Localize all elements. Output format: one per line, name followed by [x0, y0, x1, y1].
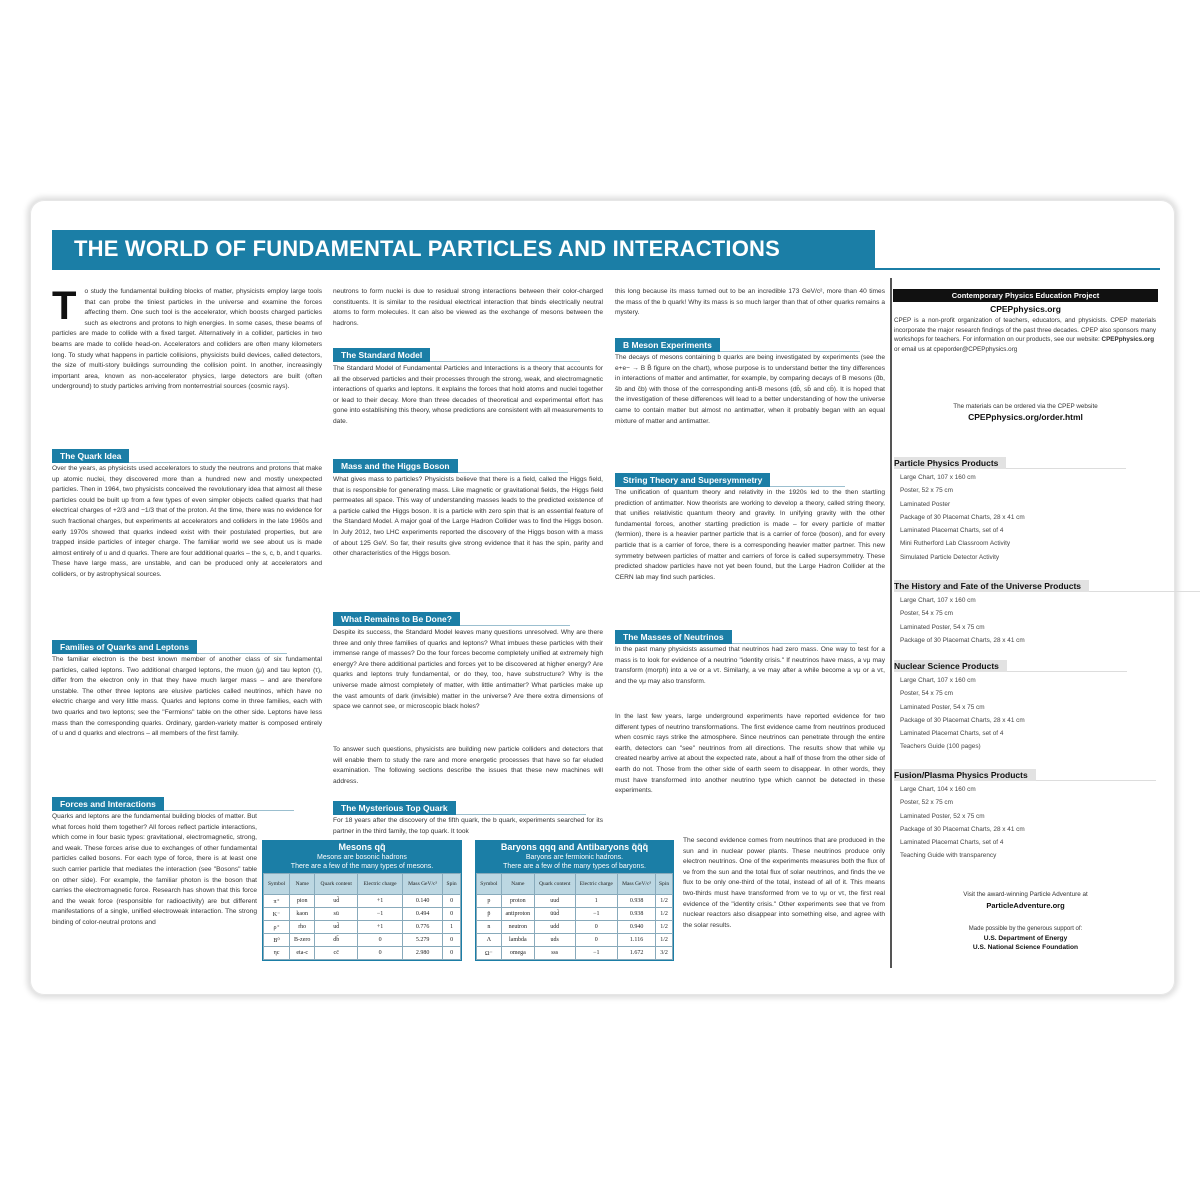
table-cell: −1: [575, 947, 618, 960]
table-cell: 0: [443, 947, 461, 960]
table-cell: udd: [534, 921, 575, 934]
product-item: Package of 30 Placemat Charts, 28 x 41 cm: [900, 825, 1025, 833]
product-list: [900, 783, 1025, 863]
product-item: Laminated Placemat Charts, set of 4: [900, 527, 1004, 535]
table-cell: 1: [443, 921, 461, 934]
table-cell: db̄: [315, 934, 358, 947]
product-item: Laminated Poster: [900, 500, 951, 508]
column-header: Name: [290, 874, 315, 895]
column-header: Symbol: [477, 874, 502, 895]
cpep-email[interactable]: or email us at cpeporder@CPEPphysics.org: [894, 345, 1018, 353]
table-cell: 0.940: [618, 921, 656, 934]
what-remains-text-2: To answer such questions, physicists are building new particle colliders and detectors that will enable them to study the rare and more energetic processes that have so far eluded examination. The following sections describe the issues that these new machines will address.: [333, 746, 603, 785]
heading-quark-idea: The Quark Idea: [52, 449, 129, 463]
table-cell: ρ⁺: [264, 921, 290, 934]
heading-standard-model: The Standard Model: [333, 348, 430, 362]
table-cell: 0: [443, 934, 461, 947]
table-cell: omega: [501, 947, 534, 960]
column-header: Quark content: [315, 874, 358, 895]
table-cell: antiproton: [501, 908, 534, 921]
table-cell: 0.938: [618, 908, 656, 921]
table-row: [477, 947, 673, 960]
heading-b-meson: B Meson Experiments: [615, 338, 720, 352]
table-cell: 0: [575, 934, 618, 947]
product-item: Poster, 52 x 75 cm: [900, 799, 953, 807]
table-cell: ūūd̄: [534, 908, 575, 921]
cpep-description: [894, 316, 1156, 354]
meson-table-subtitle: Mesons are bosonic hadrons: [317, 854, 407, 861]
product-item: Teachers Guide (100 pages): [900, 743, 981, 751]
table-cell: 1.116: [618, 934, 656, 947]
column-header: Mass GeV/c²: [403, 874, 443, 895]
baryon-table-subtitle: Baryons are fermionic hadrons.: [525, 854, 624, 861]
table-cell: π⁺: [264, 895, 290, 908]
order-link[interactable]: CPEPphysics.org/order.html: [968, 412, 1083, 422]
product-item: Laminated Poster, 54 x 75 cm: [900, 703, 985, 711]
product-item: Laminated Placemat Charts, set of 4: [900, 730, 1004, 738]
baryon-table-title: Baryons qqq and Antibaryons q̄q̄q̄: [500, 842, 649, 852]
table-cell: uud: [534, 895, 575, 908]
table-cell: kaon: [290, 908, 315, 921]
column-header: Quark content: [534, 874, 575, 895]
table-cell: 0: [358, 947, 403, 960]
table-cell: lambda: [501, 934, 534, 947]
intro-text: o study the fundamental building blocks of matter, physicists employ large tools that can probe the tiniest particles in the universe and examine the forces affecting them. One such tool is the accelerator, which boosts charged particles such as electrons and protons to high energies. In some cases, these beams of particles are made to collide with a fixed target. Alternatively in a collider, particles in two beams are made to collide head-on. Accelerators and colliders are often many kilometers long. To study what happens in particle collisions, physicists build devices, called detectors, the size of multi-story buildings surrounding the collision point. In another, increasingly important area, known as non-accelerator physics, large detectors are built (often underground) to study particles arriving from nonterrestrial sources (cosmic rays).: [52, 288, 322, 391]
cpep-title-bar: Contemporary Physics Education Project: [893, 289, 1158, 302]
product-group-heading: Fusion/Plasma Physics Products: [894, 769, 1036, 781]
column-header: Mass GeV/c²: [618, 874, 656, 895]
column-header: Electric charge: [575, 874, 618, 895]
table-cell: 1: [575, 895, 618, 908]
column-header: Spin: [443, 874, 461, 895]
product-item: Poster, 52 x 75 cm: [900, 487, 953, 495]
table-row: [477, 934, 673, 947]
product-item: Mini Rutherford Lab Classroom Activity: [900, 540, 1011, 548]
table-cell: ud̄: [315, 921, 358, 934]
heading-string-theory: String Theory and Supersymmetry: [615, 473, 770, 487]
heading-families: Families of Quarks and Leptons: [52, 640, 197, 654]
product-group-heading: Particle Physics Products: [894, 457, 1006, 469]
neutrinos-text-3: The second evidence comes from neutrinos that are produced in the sun and in nuclear power plants. These neutrinos produce only electron neutrinos. One of the experiments measures both the flux of νe from the sun and the total flux of solar neutrinos, and finds the νe flux to be only one-third of the total, instead of all of it. This means two-thirds must have transformed from νe to νμ or ντ, the first real evidence of the "identity crisis." Other experiments see that νe from nuclear reactors also disappear into something else, and agree with the solar results.: [683, 837, 885, 929]
page-title: THE WORLD OF FUNDAMENTAL PARTICLES AND INTERACTIONS: [52, 230, 875, 268]
col3-continued-text: this long because its mass turned out to be an incredible 173 GeV/c², more than 40 times the mass of the b quark! Why its mass is so much larger than that of other quarks remains a mystery.: [615, 288, 885, 317]
table-cell: neutron: [501, 921, 534, 934]
product-item: Laminated Poster, 52 x 75 cm: [900, 812, 985, 820]
product-group-heading: Nuclear Science Products: [894, 660, 1007, 672]
table-row: [477, 908, 673, 921]
product-item: Large Chart, 104 x 160 cm: [900, 786, 976, 793]
table-cell: +1: [358, 921, 403, 934]
product-item: Package of 30 Placemat Charts, 28 x 41 cm: [900, 716, 1025, 724]
column-header: Electric charge: [358, 874, 403, 895]
cpep-site-link[interactable]: CPEPphysics.org: [1101, 336, 1155, 344]
product-item: Simulated Particle Detector Activity: [900, 553, 1000, 561]
heading-neutrinos: The Masses of Neutrinos: [615, 630, 732, 644]
table-row: [264, 947, 461, 960]
table-cell: 0: [575, 921, 618, 934]
table-row: [477, 895, 673, 908]
heading-forces: Forces and Interactions: [52, 797, 164, 811]
cpep-description-text: CPEP is a non-profit organization of teachers, educators, and physicists. CPEP materials incorporate the major research findings of the past three decades. CPEP also sponsors many workshops for teachers. For information on our products, see our website:: [894, 317, 1156, 344]
table-cell: ud̄: [315, 895, 358, 908]
table-cell: K⁻: [264, 908, 290, 921]
meson-data-table: [263, 873, 461, 960]
table-row: [264, 921, 461, 934]
product-item: Large Chart, 107 x 160 cm: [900, 474, 976, 481]
string-theory-text: The unification of quantum theory and relativity in the 1920s led to the then startling prediction of antimatter. Now theorists are working to develop a theory, called string theory, that unifies relativistic quantum theory and gravity. In unifying gravity with the other fundamental forces, another startling prediction is made – for every particle of matter (fermion), there is a heavier partner particle that is a carrier of force (boson), and for every particle that is a carrier of force, there is a corresponding heavier matter partner. This new symmetry between particles of matter and carriers of force is called supersymmetry. These predicted shadow particles have not yet been found, but the Large Hadron Collider at the CERN lab may find such particles.: [615, 489, 885, 581]
standard-model-text: The Standard Model of Fundamental Particles and Interactions is a theory that accounts for all the observed particles and their processes through the strong, weak, and electromagnetic interactions of quarks and leptons. It explains the forces that hold atoms and nuclei together or lead to their decay. More than three decades of theoretical and experimental effort has gone into establishing this theory, whose predictions are consistent with all measurements to date.: [333, 365, 603, 425]
table-cell: ηc: [264, 947, 290, 960]
product-item: Package of 30 Placemat Charts, 28 x 41 cm: [900, 513, 1025, 521]
top-quark-text: For 18 years after the discovery of the fifth quark, the b quark, experiments searched for its partner in the third family, the top quark. It took: [333, 817, 603, 835]
adventure-link[interactable]: ParticleAdventure.org: [986, 901, 1065, 910]
product-group-heading: The History and Fate of the Universe Products: [894, 580, 1089, 592]
table-cell: 0.776: [403, 921, 443, 934]
higgs-text: What gives mass to particles? Physicists believe that there is a field, called the Higgs field, that is responsible for generating mass. Like magnetic or gravitational fields, the Higgs field permeates all space. This way of understanding masses leads to the predicted existence of a particle called the Higgs boson. It is a particle with zero spin that is an essential feature of the Standard Model. A major goal of the Large Hadron Collider was to find the Higgs boson. In July 2012, two LHC experiments reported the discovery of the Higgs boson with a mass of about 125 GeV. So far, their results give strong evidence that it has the spin, parity and other characteristics of the Higgs boson.: [333, 476, 603, 558]
order-text: The materials can be ordered via the CPEP website: [953, 403, 1098, 410]
meson-table-note: There are a few of the many types of mesons.: [290, 863, 434, 870]
table-cell: p̄: [477, 908, 502, 921]
table-cell: eta-c: [290, 947, 315, 960]
product-item: Poster, 54 x 75 cm: [900, 610, 953, 618]
table-cell: 0.938: [618, 895, 656, 908]
table-cell: +1: [358, 895, 403, 908]
table-cell: pion: [290, 895, 315, 908]
table-cell: B⁰: [264, 934, 290, 947]
table-row: [477, 921, 673, 934]
quark-idea-text: Over the years, as physicists used accelerators to study the neutrons and protons that make up atomic nuclei, they discovered more than a hundred new and mostly unexpected particles. Then in 1964, two physicists conceived the revolutionary idea that almost all these particles could be built up from a few types of even simpler objects called quarks that had electrical charges of +2/3 and −1/3 that of the proton. At the time, there was no evidence for such fractional charges, but experiments at accelerators and colliders in the late 1960s and early 1970s showed that quarks indeed exist with their postulated properties, but are trapped inside particles of integer charge. The familiar world we see about us is made almost entirely of u and d quarks. There are four additional quarks – the s, c, b, and t quarks. These have large mass, are unstable, and can be produced only at accelerators and colliders, or by astrophysical sources.: [52, 465, 323, 578]
product-item: Laminated Poster, 54 x 75 cm: [900, 623, 985, 631]
product-list: [900, 471, 1025, 564]
b-meson-text: The decays of mesons containing b quarks are being investigated by experiments (see the e+e− → B B̄ figure on the chart), whose purpose is to understand better the tiny differences in interactions of matter and antimatter, for example, by comparing decays of B mesons (d̄b, s̄b and c̄b) with those of the corresponding anti-B mesons (db̄, sb̄ and cb̄). It is hoped that the investigation of these differences will lead to a better understanding of how the universe came to contain matter but almost no antimatter, when it probably began with an equal mixture of matter and antimatter.: [615, 354, 885, 425]
table-cell: 0: [443, 908, 461, 921]
product-list: [900, 674, 1025, 754]
cpep-site[interactable]: CPEPphysics.org: [990, 304, 1061, 314]
support-text: Made possible by the generous support of:: [968, 926, 1083, 932]
product-item: Poster, 54 x 75 cm: [900, 690, 953, 698]
table-cell: −1: [358, 908, 403, 921]
table-row: [264, 895, 461, 908]
table-cell: B-zero: [290, 934, 315, 947]
intro-paragraph: [52, 284, 322, 393]
table-cell: sū: [315, 908, 358, 921]
table-cell: 1.672: [618, 947, 656, 960]
table-cell: 2.980: [403, 947, 443, 960]
product-item: Large Chart, 107 x 160 cm: [900, 597, 976, 604]
families-text: The familiar electron is the best known member of another class of six fundamental particles, called leptons. Two additional charged leptons, the muon (μ) and tau lepton (τ), differ from the electron only in that they have much larger mass – and are therefore unstable. The other three leptons are elusive particles called neutrinos, which have no electric charge and very little mass. Quarks and leptons come in three families, each with two quarks and two leptons; see the "Fermions" table on the other side. Leptons have less mass than the corresponding quarks. Ordinary, garden-variety matter is composed entirely of u and d quarks and electrons – all members of the first family.: [52, 656, 322, 738]
product-item: Laminated Placemat Charts, set of 4: [900, 839, 1004, 847]
table-cell: 0.140: [403, 895, 443, 908]
table-cell: sss: [534, 947, 575, 960]
baryon-table-note: There are a few of the many types of baryons.: [503, 863, 646, 870]
table-cell: uds: [534, 934, 575, 947]
table-cell: proton: [501, 895, 534, 908]
neutrinos-text-2: In the last few years, large underground experiments have reported evidence for two different types of neutrino transformations. The first evidence came from neutrinos produced when cosmic rays strike the atmosphere. Since neutrinos can penetrate through the entire earth, detectors can "see" neutrinos from all directions. The results show that while νμ created nearby arrive at about the expected rate, about a half of those from the other side of earth do not. Those from the other side of earth seem to disappear. In other words, they must have transformed into another neutrino type which cannot be detected in these experiments.: [615, 713, 885, 795]
table-cell: 0: [443, 895, 461, 908]
table-cell: p: [477, 895, 502, 908]
table-cell: 1/2: [656, 921, 673, 934]
table-cell: Λ: [477, 934, 502, 947]
table-cell: 0: [358, 934, 403, 947]
heading-higgs: Mass and the Higgs Boson: [333, 459, 458, 473]
meson-table-caption: [263, 841, 461, 873]
baryon-table: [475, 840, 674, 961]
table-cell: cc̄: [315, 947, 358, 960]
table-cell: 5.279: [403, 934, 443, 947]
neutrinos-text: In the past many physicists assumed that neutrinos had zero mass. One way to test for a mass is to look for evidence of a neutrino "identity crisis." If neutrinos have mass, a νμ may transform (morph) into a νe or a ντ. Similarly, a νe may after a while become a νμ or a ντ, and the νμ may also transform.: [615, 646, 885, 685]
table-cell: rho: [290, 921, 315, 934]
table-row: [264, 908, 461, 921]
meson-table-title: Mesons qq̄: [338, 842, 386, 852]
table-row: [264, 934, 461, 947]
column-header: Spin: [656, 874, 673, 895]
product-item: Teaching Guide with transparency: [900, 852, 997, 860]
table-cell: 0.494: [403, 908, 443, 921]
baryon-data-table: [476, 873, 673, 960]
table-cell: 1/2: [656, 908, 673, 921]
baryon-table-caption: [476, 841, 673, 873]
forces-text: Quarks and leptons are the fundamental building blocks of matter. But what forces hold them together? All forces reflect particle interactions, which come in four basic types: gravitational, electromagnetic, strong, and weak. These forces arise due to exchanges of other fundamental particles called bosons. For each type of force, there is at least one such carrier particle that mediates the interaction (see "Bosons" table on other side). For example, the familiar photon is the boson that carries the electromagnetic force. Research has shown that this force and the weak force (responsible for radioactivity) are but different manifestations of a single, unified electroweak interaction. The strong binding of color-neutral protons and: [52, 813, 257, 926]
product-item: Large Chart, 107 x 160 cm: [900, 677, 976, 684]
title-divider: [52, 268, 1160, 270]
product-item: Package of 30 Placemat Charts, 28 x 41 cm: [900, 636, 1025, 644]
what-remains-text: Despite its success, the Standard Model leaves many questions unresolved. Why are there three and only three families of quarks and leptons? What imbues these particles with their immense range of masses? Do the four forces become completely unified at extremely high energy? Are there additional particles and forces yet to be discovered at higher energy? Are quarks and leptons truly fundamental, or do they, too, have substructure? Why is the universe made almost completely of matter, with little antimatter? What particles make up the vast amounts of dark (invisible) matter in the universe? Are there extra dimensions of space we cannot see, or microscopic black holes?: [333, 629, 603, 711]
table-cell: Ω⁻: [477, 947, 502, 960]
heading-what-remains: What Remains to Be Done?: [333, 612, 460, 626]
column-header: Symbol: [264, 874, 290, 895]
column-header: Name: [501, 874, 534, 895]
drop-cap: T: [52, 284, 77, 328]
table-cell: −1: [575, 908, 618, 921]
col2-continued-text: neutrons to form nuclei is due to residual strong interactions between their color-charged constituents. It is similar to the residual electrical interaction that binds electrically neutral atoms to form molecules. It can also be viewed as the exchange of mesons between the hadrons.: [333, 288, 603, 327]
sponsor-doe: U.S. Department of Energy: [983, 935, 1068, 942]
table-cell: 1/2: [656, 934, 673, 947]
adventure-text: Visit the award-winning Particle Adventure at: [963, 891, 1088, 898]
table-cell: 1/2: [656, 895, 673, 908]
heading-top-quark: The Mysterious Top Quark: [333, 801, 456, 815]
table-cell: n: [477, 921, 502, 934]
meson-table: [262, 840, 462, 961]
product-list: [900, 594, 1025, 647]
sponsor-nsf: U.S. National Science Foundation: [972, 944, 1079, 951]
table-cell: 3/2: [656, 947, 673, 960]
